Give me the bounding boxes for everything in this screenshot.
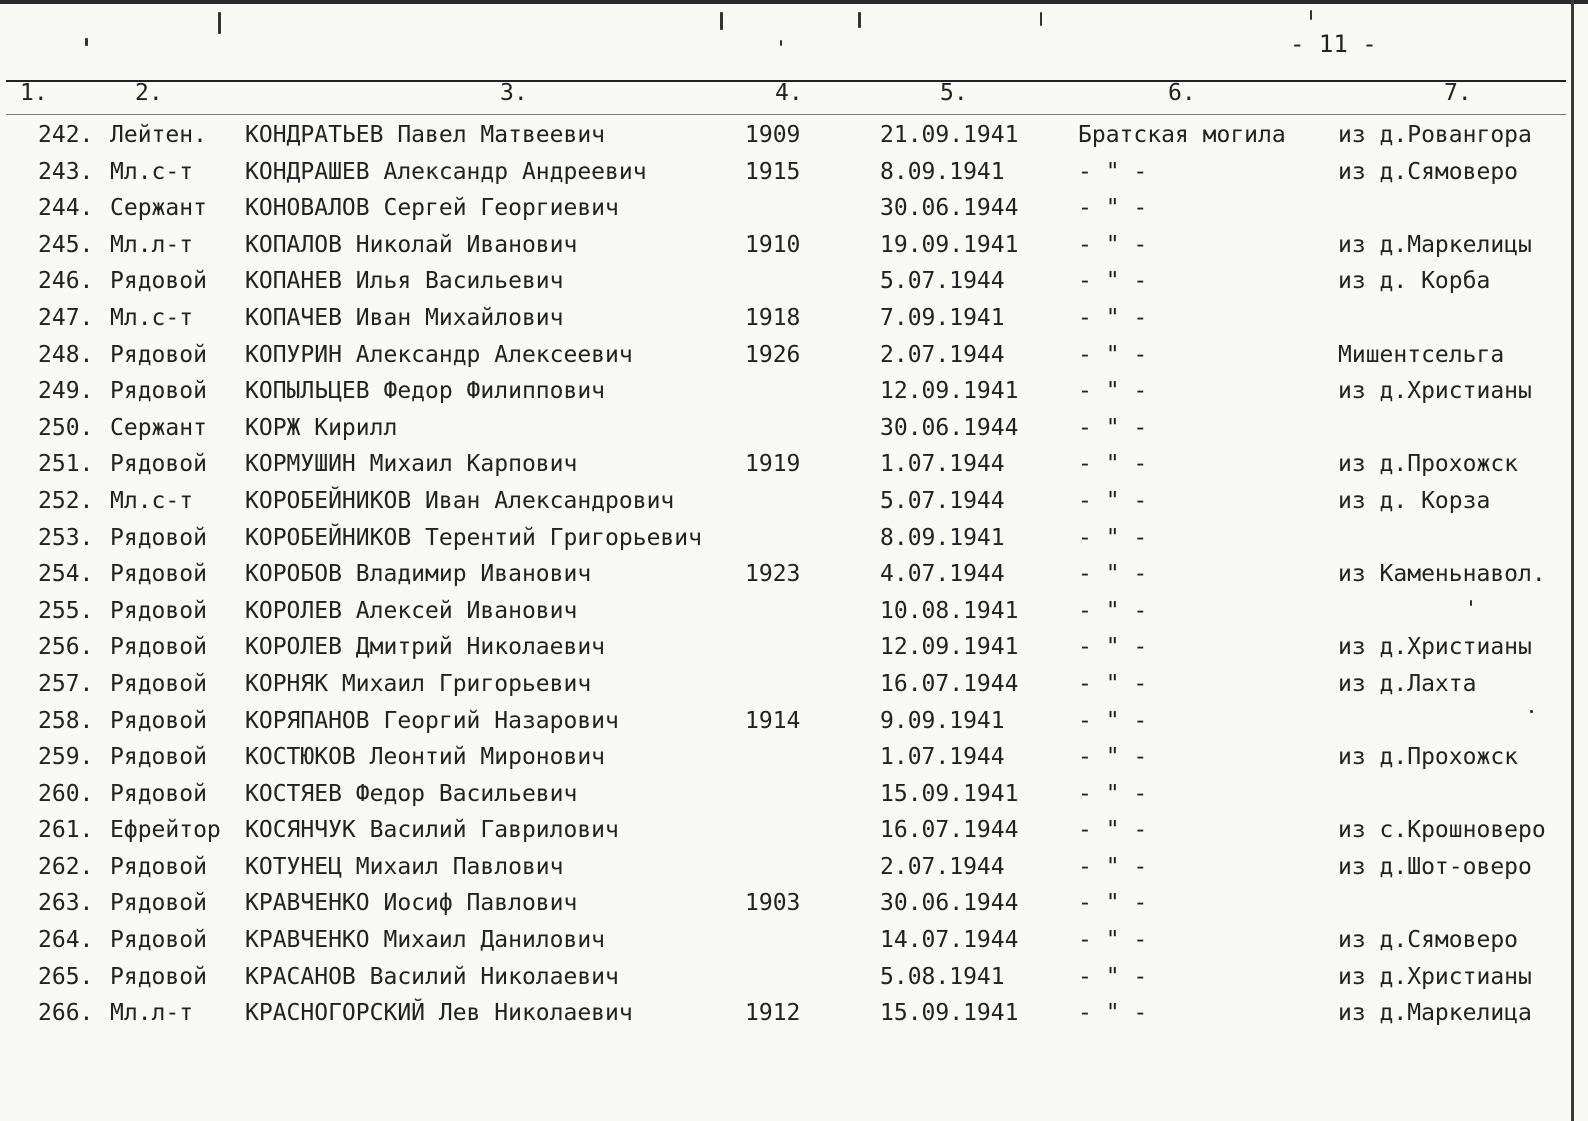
record-birth-year: 1926 [745, 341, 801, 368]
record-origin: из д.Сямоверо [1338, 927, 1519, 954]
record-number: 242. [38, 122, 94, 148]
record-burial-place: - " - [1078, 1000, 1148, 1027]
record-rank: Мл.л-т [110, 231, 194, 258]
record-burial-place: - " - [1078, 451, 1148, 478]
record-death-date: 16.07.1944 [880, 817, 1019, 844]
record-name: КОНДРАШЕВ Александр Андреевич [245, 158, 647, 185]
record-burial-place: - " - [1078, 670, 1148, 697]
record-rank: Ефрейтор [110, 817, 221, 844]
record-burial-place: - " - [1078, 744, 1148, 771]
record-origin: Мишентсельга [1338, 341, 1505, 368]
record-name: КОРМУШИН Михаил Карпович [245, 451, 578, 478]
record-number: 245. [38, 231, 94, 258]
record-death-date: 15.09.1941 [880, 780, 1019, 807]
table-row [0, 812, 1588, 849]
table-row [0, 556, 1588, 593]
table-row [0, 154, 1588, 191]
record-origin: из д.Ровангора [1338, 122, 1532, 148]
record-death-date: 5.07.1944 [880, 268, 1005, 295]
record-origin: из д. Корза [1338, 487, 1491, 514]
record-number: 250. [38, 414, 94, 441]
record-burial-place: Братская могила [1078, 122, 1286, 148]
table-row [0, 629, 1588, 666]
record-death-date: 7.09.1941 [880, 304, 1005, 331]
table-row [0, 885, 1588, 922]
record-origin: из д.Маркелица [1338, 1000, 1532, 1027]
record-birth-year: 1915 [745, 158, 801, 185]
record-name: КОРОБОВ Владимир Иванович [245, 561, 592, 588]
record-burial-place: - " - [1078, 524, 1148, 551]
record-number: 251. [38, 451, 94, 478]
record-name: КОПЫЛЬЦЕВ Федор Филиппович [245, 378, 606, 405]
record-burial-place: - " - [1078, 487, 1148, 514]
record-rank: Сержант [110, 195, 207, 222]
record-number: 247. [38, 304, 94, 331]
record-number: 253. [38, 524, 94, 551]
record-number: 256. [38, 634, 94, 661]
table-row [0, 520, 1588, 557]
record-origin: из д.Шот-оверо [1338, 853, 1532, 880]
record-name: КОПАЧЕВ Иван Михайлович [245, 304, 564, 331]
record-rank: Рядовой [110, 780, 207, 807]
record-death-date: 2.07.1944 [880, 341, 1005, 368]
record-death-date: 1.07.1944 [880, 451, 1005, 478]
record-number: 257. [38, 670, 94, 697]
record-rank: Рядовой [110, 963, 207, 990]
record-origin: из д.Христианы [1338, 378, 1532, 405]
table-row [0, 776, 1588, 813]
record-birth-year: 1923 [745, 561, 801, 588]
record-rank: Лейтен. [110, 122, 207, 148]
record-death-date: 2.07.1944 [880, 853, 1005, 880]
column-number-3: 3. [500, 80, 528, 106]
record-rank: Рядовой [110, 890, 207, 917]
record-name: КОПАНЕВ Илья Васильевич [245, 268, 564, 295]
record-name: КОНОВАЛОВ Сергей Георгиевич [245, 195, 619, 222]
record-birth-year: 1912 [745, 1000, 801, 1027]
record-death-date: 12.09.1941 [880, 378, 1019, 405]
table-row [0, 373, 1588, 410]
record-origin: из с.Крошноверо [1338, 817, 1546, 844]
record-birth-year: 1914 [745, 707, 801, 734]
record-name: КОСЯНЧУК Василий Гаврилович [245, 817, 619, 844]
record-name: КРАСАНОВ Василий Николаевич [245, 963, 619, 990]
record-burial-place: - " - [1078, 195, 1148, 222]
record-death-date: 9.09.1941 [880, 707, 1005, 734]
record-name: КОТУНЕЦ Михаил Павлович [245, 853, 564, 880]
record-burial-place: - " - [1078, 707, 1148, 734]
record-rank: Рядовой [110, 268, 207, 295]
record-death-date: 1.07.1944 [880, 744, 1005, 771]
table-row [0, 410, 1588, 447]
record-rank: Мл.л-т [110, 1000, 194, 1027]
table-row [0, 483, 1588, 520]
record-rank: Рядовой [110, 707, 207, 734]
record-number: 265. [38, 963, 94, 990]
record-number: 254. [38, 561, 94, 588]
record-death-date: 8.09.1941 [880, 158, 1005, 185]
table-row [0, 227, 1588, 264]
record-burial-place: - " - [1078, 378, 1148, 405]
record-origin: из д.Прохожск [1338, 451, 1519, 478]
record-name: КОРОЛЕВ Дмитрий Николаевич [245, 634, 606, 661]
record-birth-year: 1919 [745, 451, 801, 478]
record-rank: Рядовой [110, 634, 207, 661]
record-number: 262. [38, 853, 94, 880]
record-rank: Сержант [110, 414, 207, 441]
record-origin: из д. Корба [1338, 268, 1491, 295]
record-burial-place: - " - [1078, 231, 1148, 258]
table-row [0, 446, 1588, 483]
table-row [0, 593, 1588, 630]
record-burial-place: - " - [1078, 780, 1148, 807]
record-burial-place: - " - [1078, 268, 1148, 295]
record-burial-place: - " - [1078, 158, 1148, 185]
table-row [0, 337, 1588, 374]
record-number: 258. [38, 707, 94, 734]
record-rank: Мл.с-т [110, 487, 194, 514]
record-death-date: 16.07.1944 [880, 670, 1019, 697]
record-name: КОРЯПАНОВ Георгий Назарович [245, 707, 619, 734]
record-rank: Рядовой [110, 451, 207, 478]
record-origin: из д.Маркелицы [1338, 231, 1532, 258]
record-number: 261. [38, 817, 94, 844]
record-rank: Рядовой [110, 561, 207, 588]
page-number: - 11 - [1290, 30, 1377, 58]
record-number: 246. [38, 268, 94, 295]
record-name: КОРОБЕЙНИКОВ Иван Александрович [245, 487, 675, 514]
record-name: КОРНЯК Михаил Григорьевич [245, 670, 592, 697]
record-number: 266. [38, 1000, 94, 1027]
record-burial-place: - " - [1078, 561, 1148, 588]
record-number: 248. [38, 341, 94, 368]
record-number: 255. [38, 597, 94, 624]
record-name: КОСТЮКОВ Леонтий Миронович [245, 744, 606, 771]
record-number: 259. [38, 744, 94, 771]
record-origin: из Каменьнавол. [1338, 561, 1546, 588]
burial-record-list [0, 117, 1588, 1032]
page-top-edge [0, 0, 1588, 4]
record-death-date: 30.06.1944 [880, 414, 1019, 441]
record-name: КРАСНОГОРСКИЙ Лев Николаевич [245, 1000, 633, 1027]
header-rule-bottom [6, 114, 1566, 115]
record-name: КОРЖ Кирилл [245, 414, 398, 441]
record-birth-year: 1909 [745, 122, 801, 148]
column-number-2: 2. [135, 80, 163, 106]
record-number: 263. [38, 890, 94, 917]
record-death-date: 30.06.1944 [880, 890, 1019, 917]
record-number: 252. [38, 487, 94, 514]
record-rank: Рядовой [110, 670, 207, 697]
column-number-6: 6. [1168, 80, 1196, 106]
record-death-date: 21.09.1941 [880, 122, 1019, 148]
record-death-date: 10.08.1941 [880, 597, 1019, 624]
record-death-date: 15.09.1941 [880, 1000, 1019, 1027]
record-name: КРАВЧЕНКО Иосиф Павлович [245, 890, 578, 917]
record-burial-place: - " - [1078, 634, 1148, 661]
record-burial-place: - " - [1078, 414, 1148, 441]
record-birth-year: 1918 [745, 304, 801, 331]
record-origin: из д.Христианы [1338, 634, 1532, 661]
record-burial-place: - " - [1078, 963, 1148, 990]
record-death-date: 30.06.1944 [880, 195, 1019, 222]
table-row [0, 666, 1588, 703]
record-burial-place: - " - [1078, 927, 1148, 954]
table-row [0, 703, 1588, 740]
record-number: 244. [38, 195, 94, 222]
record-name: КОРОЛЕВ Алексей Иванович [245, 597, 578, 624]
record-rank: Рядовой [110, 927, 207, 954]
record-name: КОРОБЕЙНИКОВ Терентий Григорьевич [245, 524, 702, 551]
record-burial-place: - " - [1078, 853, 1148, 880]
record-death-date: 4.07.1944 [880, 561, 1005, 588]
record-number: 243. [38, 158, 94, 185]
table-row [0, 995, 1588, 1032]
record-origin: из д.Христианы [1338, 963, 1532, 990]
record-origin: из д.Прохожск [1338, 744, 1519, 771]
record-name: КОНДРАТЬЕВ Павел Матвеевич [245, 122, 606, 148]
record-death-date: 8.09.1941 [880, 524, 1005, 551]
record-burial-place: - " - [1078, 890, 1148, 917]
record-rank: Рядовой [110, 341, 207, 368]
record-origin: из д.Сямоверо [1338, 158, 1519, 185]
record-burial-place: - " - [1078, 304, 1148, 331]
record-name: КОПАЛОВ Николай Иванович [245, 231, 578, 258]
table-row [0, 739, 1588, 776]
record-burial-place: - " - [1078, 341, 1148, 368]
record-death-date: 12.09.1941 [880, 634, 1019, 661]
record-number: 260. [38, 780, 94, 807]
record-origin: из д.Лахта [1338, 670, 1477, 697]
record-rank: Рядовой [110, 524, 207, 551]
column-number-5: 5. [940, 80, 968, 106]
table-row [0, 263, 1588, 300]
record-rank: Рядовой [110, 597, 207, 624]
record-number: 264. [38, 927, 94, 954]
record-number: 249. [38, 378, 94, 405]
record-birth-year: 1910 [745, 231, 801, 258]
record-burial-place: - " - [1078, 597, 1148, 624]
table-row [0, 849, 1588, 886]
record-name: КОПУРИН Александр Алексеевич [245, 341, 633, 368]
record-birth-year: 1903 [745, 890, 801, 917]
table-row [0, 190, 1588, 227]
table-row [0, 959, 1588, 996]
record-death-date: 5.07.1944 [880, 487, 1005, 514]
record-death-date: 19.09.1941 [880, 231, 1019, 258]
record-death-date: 14.07.1944 [880, 927, 1019, 954]
record-name: КРАВЧЕНКО Михаил Данилович [245, 927, 606, 954]
record-rank: Рядовой [110, 378, 207, 405]
record-burial-place: - " - [1078, 817, 1148, 844]
record-rank: Рядовой [110, 744, 207, 771]
record-death-date: 5.08.1941 [880, 963, 1005, 990]
column-number-1: 1. [20, 80, 48, 106]
record-rank: Рядовой [110, 853, 207, 880]
column-number-7: 7. [1444, 80, 1472, 106]
column-number-4: 4. [775, 80, 803, 106]
table-row [0, 300, 1588, 337]
record-rank: Мл.с-т [110, 304, 194, 331]
table-row [0, 117, 1588, 154]
record-name: КОСТЯЕВ Федор Васильевич [245, 780, 578, 807]
table-row [0, 922, 1588, 959]
record-rank: Мл.с-т [110, 158, 194, 185]
